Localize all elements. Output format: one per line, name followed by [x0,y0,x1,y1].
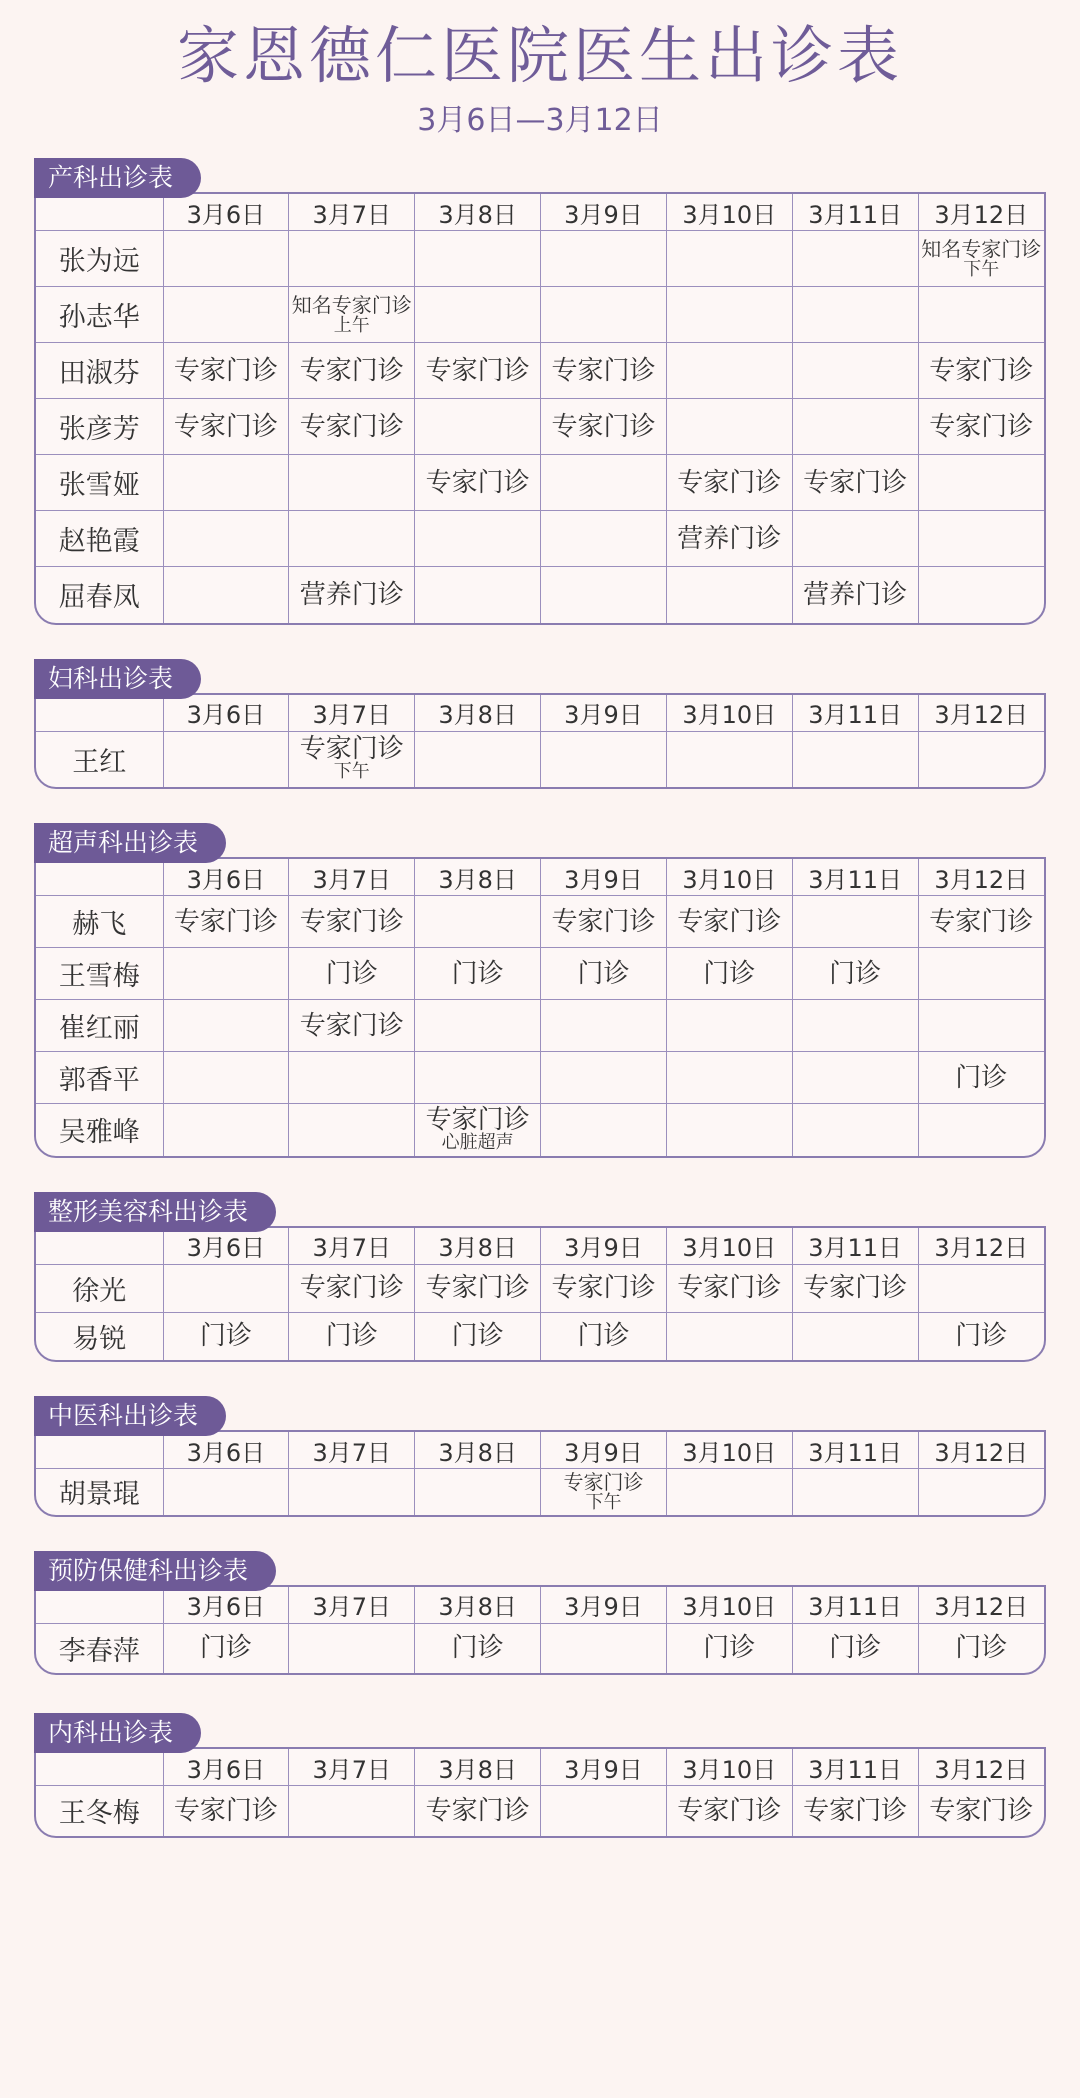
doctor-name: 屈春凤 [36,567,163,623]
schedule-cell: 门诊 [415,948,541,1000]
schedule-cell [415,1469,541,1515]
schedule-section [34,1396,1046,1517]
schedule-cell [666,343,792,399]
schedule-cell [666,731,792,787]
schedule-section [34,158,1046,625]
schedule-cell [792,231,918,287]
schedule-section [34,1551,1046,1676]
schedule-cell: 专家门诊 [415,455,541,511]
schedule-section [34,1192,1046,1363]
day-header: 3月9日 [541,1749,667,1786]
day-header: 3月9日 [541,1587,667,1624]
corner-cell [36,1749,163,1786]
schedule-cell [541,731,667,787]
doctor-name: 张为远 [36,231,163,287]
clinic-type: 专家门诊 [299,734,404,765]
schedule-table [34,1585,1046,1676]
schedule-cell: 门诊 [918,1052,1044,1104]
header-row [36,1587,1044,1624]
schedule-cell: 门诊 [163,1623,289,1673]
day-header: 3月12日 [918,1432,1044,1469]
schedule-cell [163,1000,289,1052]
table-row [36,1052,1044,1104]
schedule-cell [289,1623,415,1673]
schedule-cell [163,731,289,787]
schedule-cell: 专家门诊 [929,1795,1034,1826]
section-title: 妇科出诊表 [34,659,201,699]
schedule-cell [792,1052,918,1104]
day-header: 3月8日 [415,695,541,732]
page-title: 家恩德仁医院医生出诊表 [176,19,903,92]
doctor-name: 张彦芳 [36,399,163,455]
day-header: 3月10日 [666,695,792,732]
day-header: 3月10日 [666,1432,792,1469]
schedule-table [34,1747,1046,1838]
day-header: 3月6日 [163,859,289,896]
schedule-table [34,857,1046,1158]
schedule-cell: 门诊 [289,948,415,1000]
schedule-cell [541,1104,667,1156]
schedule-cell [163,511,289,567]
schedule-cell: 门诊 [163,1312,289,1360]
doctor-name: 赫飞 [36,896,163,948]
corner-cell [36,859,163,896]
schedule-cell [666,287,792,343]
table-row [36,399,1044,455]
schedule-cell [415,1000,541,1052]
schedule-cell: 专家门诊 [918,896,1044,948]
header-row [36,695,1044,732]
header-row [36,194,1044,231]
schedule-cell [792,511,918,567]
day-header: 3月10日 [666,194,792,231]
schedule-cell [289,287,415,343]
schedule-cell [541,1000,667,1052]
schedule-section [34,823,1046,1158]
day-header: 3月7日 [289,1587,415,1624]
day-header: 3月11日 [792,194,918,231]
schedule-cell [541,1052,667,1104]
schedule-cell [918,1000,1044,1052]
schedule-cell [792,1469,918,1515]
day-header: 3月9日 [541,859,667,896]
schedule-cell [918,1104,1044,1156]
day-header: 3月9日 [541,695,667,732]
day-header: 3月10日 [666,1587,792,1624]
schedule-cell [415,287,541,343]
schedule-cell [666,399,792,455]
doctor-name: 张雪娅 [36,455,163,511]
schedule-cell: 专家门诊 [289,1000,415,1052]
table-row [36,1000,1044,1052]
schedule-cell: 专家门诊 [918,399,1044,455]
day-header: 3月12日 [918,859,1044,896]
schedule-cell [289,731,415,787]
schedule-cell [541,287,667,343]
schedule-cell [163,1264,289,1312]
schedule-cell: 专家门诊 [163,896,289,948]
doctor-name: 王冬梅 [36,1786,163,1836]
schedule-cell [666,1469,792,1515]
schedule-cell [541,231,667,287]
schedule-cell: 专家门诊 [541,1264,667,1312]
schedule-cell [289,455,415,511]
schedule-cell: 门诊 [541,1312,667,1360]
schedule-cell: 专家门诊 [163,1786,289,1836]
table-row [36,231,1044,287]
schedule-cell [163,287,289,343]
clinic-note: 下午 [585,1491,622,1513]
doctor-name: 吴雅峰 [36,1104,163,1156]
corner-cell [36,1228,163,1265]
clinic-type: 专家门诊 [425,1104,530,1135]
schedule-cell [792,1104,918,1156]
schedule-cell [666,1104,792,1156]
clinic-type: 知名专家门诊 [921,236,1042,261]
doctor-name: 胡景琨 [36,1469,163,1515]
day-header: 3月8日 [415,1228,541,1265]
schedule-cell: 专家门诊 [792,1786,918,1836]
day-header: 3月11日 [792,1228,918,1265]
schedule-cell: 专家门诊 [541,896,667,948]
schedule-cell: 专家门诊 [415,1786,541,1836]
schedule-cell: 专家门诊 [666,455,792,511]
day-header: 3月8日 [415,1432,541,1469]
schedule-cell [918,731,1044,787]
schedule-cell [415,511,541,567]
day-header: 3月8日 [415,859,541,896]
day-header: 3月9日 [541,1228,667,1265]
schedule-cell [541,567,667,623]
doctor-name: 王雪梅 [36,948,163,1000]
schedule-cell: 专家门诊 [541,343,667,399]
day-header: 3月7日 [289,194,415,231]
schedule-cell: 门诊 [955,1633,1008,1664]
clinic-note: 上午 [333,314,370,336]
day-header: 3月11日 [792,1432,918,1469]
schedule-cell [289,231,415,287]
schedule-cell: 专家门诊 [666,896,792,948]
day-header: 3月12日 [918,1228,1044,1265]
schedule-cell [289,1469,415,1515]
schedule-cell [415,1052,541,1104]
schedule-cell: 门诊 [955,1321,1008,1352]
schedule-cell: 专家门诊 [792,1264,918,1312]
schedule-cell [541,511,667,567]
schedule-cell [289,511,415,567]
schedule-cell [666,1312,792,1360]
schedule-cell: 专家门诊 [666,1264,792,1312]
day-header: 3月11日 [792,1749,918,1786]
schedule-cell: 专家门诊 [415,1264,541,1312]
table-row [36,1264,1044,1312]
schedule-cell [792,287,918,343]
section-title: 预防保健科出诊表 [34,1551,276,1591]
day-header: 3月6日 [163,1587,289,1624]
schedule-cell [163,948,289,1000]
schedule-cell [163,455,289,511]
schedule-cell [415,731,541,787]
day-header: 3月7日 [289,695,415,732]
header-row [36,1228,1044,1265]
schedule-cell: 营养门诊 [792,567,918,623]
header-row [36,1432,1044,1469]
day-header: 3月7日 [289,1228,415,1265]
schedule-cell [792,343,918,399]
schedule-cell: 门诊 [415,1312,541,1360]
table-row [36,948,1044,1000]
schedule-cell [541,1786,667,1836]
doctor-name: 郭香平 [36,1052,163,1104]
clinic-type: 专家门诊 [563,1469,644,1494]
day-header: 3月10日 [666,1228,792,1265]
day-header: 3月7日 [289,1432,415,1469]
schedule-cell [792,399,918,455]
schedule-cell: 专家门诊 [289,399,415,455]
schedule-cell [163,1104,289,1156]
corner-cell [36,1587,163,1624]
schedule-cell [918,231,1044,287]
doctor-name: 李春萍 [36,1623,163,1673]
schedule-cell: 专家门诊 [541,399,667,455]
table-row [36,511,1044,567]
day-header: 3月8日 [415,194,541,231]
day-header: 3月8日 [415,1749,541,1786]
schedule-table [34,192,1046,625]
table-row [36,896,1044,948]
clinic-note: 下午 [333,761,370,783]
schedule-cell: 门诊 [289,1312,415,1360]
day-header: 3月12日 [918,1587,1044,1624]
schedule-cell: 营养门诊 [666,511,792,567]
schedule-cell [289,1786,415,1836]
schedule-cell [163,231,289,287]
schedule-table [34,1226,1046,1363]
schedule-cell [918,455,1044,511]
schedule-cell: 营养门诊 [289,567,415,623]
day-header: 3月7日 [289,1749,415,1786]
schedule-cell [541,455,667,511]
schedule-cell [415,1104,541,1156]
schedule-cell: 门诊 [666,1623,792,1673]
schedule-table [34,1430,1046,1517]
day-header: 3月11日 [792,859,918,896]
schedule-cell: 专家门诊 [415,343,541,399]
clinic-note: 下午 [963,258,1000,280]
schedule-cell: 专家门诊 [289,343,415,399]
section-title: 超声科出诊表 [34,823,226,863]
doctor-name: 徐光 [36,1264,163,1312]
schedule-cell [918,511,1044,567]
day-header: 3月12日 [918,194,1044,231]
day-header: 3月12日 [918,695,1044,732]
schedule-cell [918,287,1044,343]
day-header: 3月11日 [792,695,918,732]
day-header: 3月6日 [163,1228,289,1265]
corner-cell [36,194,163,231]
schedule-cell: 门诊 [541,948,667,1000]
day-header: 3月9日 [541,1432,667,1469]
schedule-sections [0,158,1080,1838]
schedule-cell: 门诊 [792,1623,918,1673]
table-row [36,567,1044,623]
schedule-cell [415,231,541,287]
table-row [36,1786,1044,1836]
section-title: 中医科出诊表 [34,1396,226,1436]
schedule-cell [792,1000,918,1052]
corner-cell [36,695,163,732]
section-title: 产科出诊表 [34,158,201,198]
schedule-cell [541,1623,667,1673]
schedule-cell [415,399,541,455]
doctor-name: 易锐 [36,1312,163,1360]
schedule-cell [792,731,918,787]
section-title: 内科出诊表 [34,1713,201,1753]
doctor-name: 王红 [36,731,163,787]
section-title: 整形美容科出诊表 [34,1192,276,1232]
schedule-cell [666,567,792,623]
schedule-cell [666,1052,792,1104]
schedule-cell [918,948,1044,1000]
schedule-cell [289,1104,415,1156]
schedule-cell [918,1264,1044,1312]
day-header: 3月11日 [792,1587,918,1624]
schedule-cell [163,567,289,623]
schedule-cell [918,567,1044,623]
table-row [36,1104,1044,1156]
doctor-name: 崔红丽 [36,1000,163,1052]
table-row [36,455,1044,511]
schedule-section [34,659,1046,790]
schedule-cell: 专家门诊 [918,343,1044,399]
schedule-cell: 门诊 [792,948,918,1000]
schedule-cell [918,1469,1044,1515]
table-row [36,1623,1044,1673]
table-row [36,343,1044,399]
schedule-cell [163,1052,289,1104]
schedule-cell: 专家门诊 [289,1264,415,1312]
table-row [36,1312,1044,1360]
schedule-cell: 专家门诊 [163,343,289,399]
schedule-cell [415,567,541,623]
day-header: 3月10日 [666,1749,792,1786]
schedule-cell [541,1469,667,1515]
day-header: 3月9日 [541,194,667,231]
schedule-cell [792,1312,918,1360]
day-header: 3月6日 [163,695,289,732]
schedule-cell [792,896,918,948]
schedule-cell [666,1000,792,1052]
schedule-cell [289,1052,415,1104]
schedule-cell [163,1469,289,1515]
schedule-cell: 门诊 [666,948,792,1000]
table-row [36,287,1044,343]
schedule-cell: 专家门诊 [792,455,918,511]
doctor-name: 赵艳霞 [36,511,163,567]
day-header: 3月12日 [918,1749,1044,1786]
doctor-name: 孙志华 [36,287,163,343]
date-range: 3月6日—3月12日 [417,103,663,138]
doctor-name: 田淑芬 [36,343,163,399]
schedule-section [34,1713,1046,1838]
schedule-cell: 专家门诊 [666,1786,792,1836]
day-header: 3月6日 [163,194,289,231]
table-row [36,1469,1044,1515]
corner-cell [36,1432,163,1469]
day-header: 3月6日 [163,1749,289,1786]
schedule-cell [415,896,541,948]
clinic-note: 心脏超声 [441,1131,514,1153]
schedule-cell: 专家门诊 [163,399,289,455]
header-row [36,859,1044,896]
day-header: 3月8日 [415,1587,541,1624]
day-header: 3月7日 [289,859,415,896]
schedule-cell: 专家门诊 [289,896,415,948]
schedule-cell [666,231,792,287]
clinic-type: 知名专家门诊 [291,292,412,317]
table-row [36,731,1044,787]
schedule-cell: 门诊 [415,1623,541,1673]
header-row [36,1749,1044,1786]
day-header: 3月6日 [163,1432,289,1469]
schedule-table [34,693,1046,790]
day-header: 3月10日 [666,859,792,896]
